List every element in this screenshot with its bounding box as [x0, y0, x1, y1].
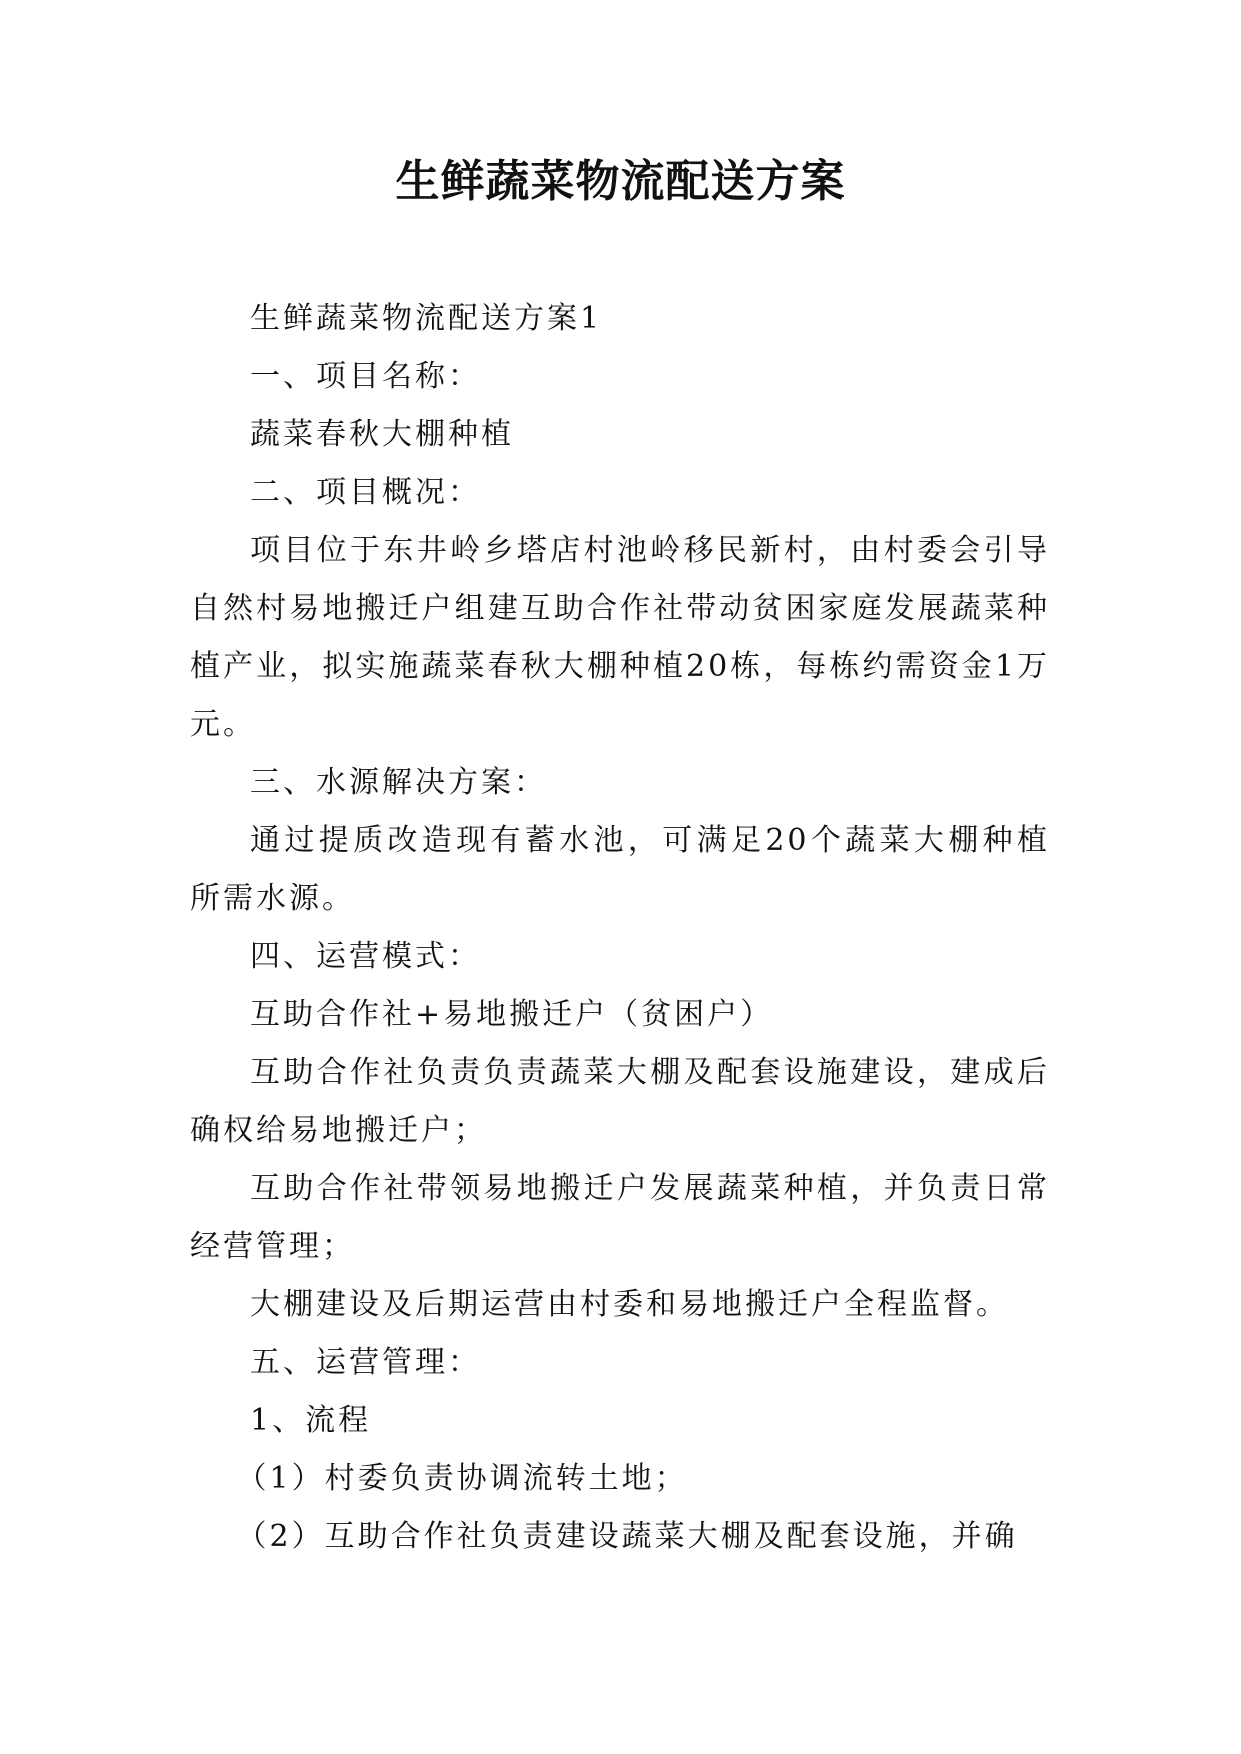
list-item: （2）互助合作社负责建设蔬菜大棚及配套设施，并确 — [236, 1519, 1018, 1554]
section-heading-4: 四、运营模式： — [250, 939, 481, 974]
section-heading-1: 一、项目名称： — [250, 359, 481, 394]
section-heading-5: 五、运营管理： — [250, 1345, 481, 1380]
paragraph: 项目位于东井岭乡塔店村池岭移民新村，由村委会引导自然村易地搬迁户组建互助合作社带动贫困家庭发展蔬菜种植产业，拟实施蔬菜春秋大棚种植20栋，每栋约需资金1万元。 — [190, 533, 1050, 742]
paragraph: 互助合作社负责负责蔬菜大棚及配套设施建设，建成后确权给易地搬迁户； — [190, 1055, 1050, 1148]
document-body — [190, 290, 1050, 1566]
paragraph: 蔬菜春秋大棚种植 — [250, 417, 514, 452]
paragraph-subtitle: 生鲜蔬菜物流配送方案1 — [250, 301, 603, 336]
list-item: （1）村委负责协调流转土地； — [236, 1461, 688, 1496]
paragraph: 大棚建设及后期运营由村委和易地搬迁户全程监督。 — [250, 1287, 1009, 1322]
subheading: 1、流程 — [250, 1403, 372, 1438]
paragraph: 互助合作社带领易地搬迁户发展蔬菜种植，并负责日常经营管理； — [190, 1171, 1050, 1264]
paragraph: 互助合作社+易地搬迁户（贫困户） — [250, 997, 774, 1032]
paragraph: 通过提质改造现有蓄水池，可满足20个蔬菜大棚种植所需水源。 — [190, 823, 1050, 916]
document-title: 生鲜蔬菜物流配送方案 — [395, 156, 846, 207]
section-heading-3: 三、水源解决方案： — [250, 765, 547, 800]
section-heading-2: 二、项目概况： — [250, 475, 481, 510]
